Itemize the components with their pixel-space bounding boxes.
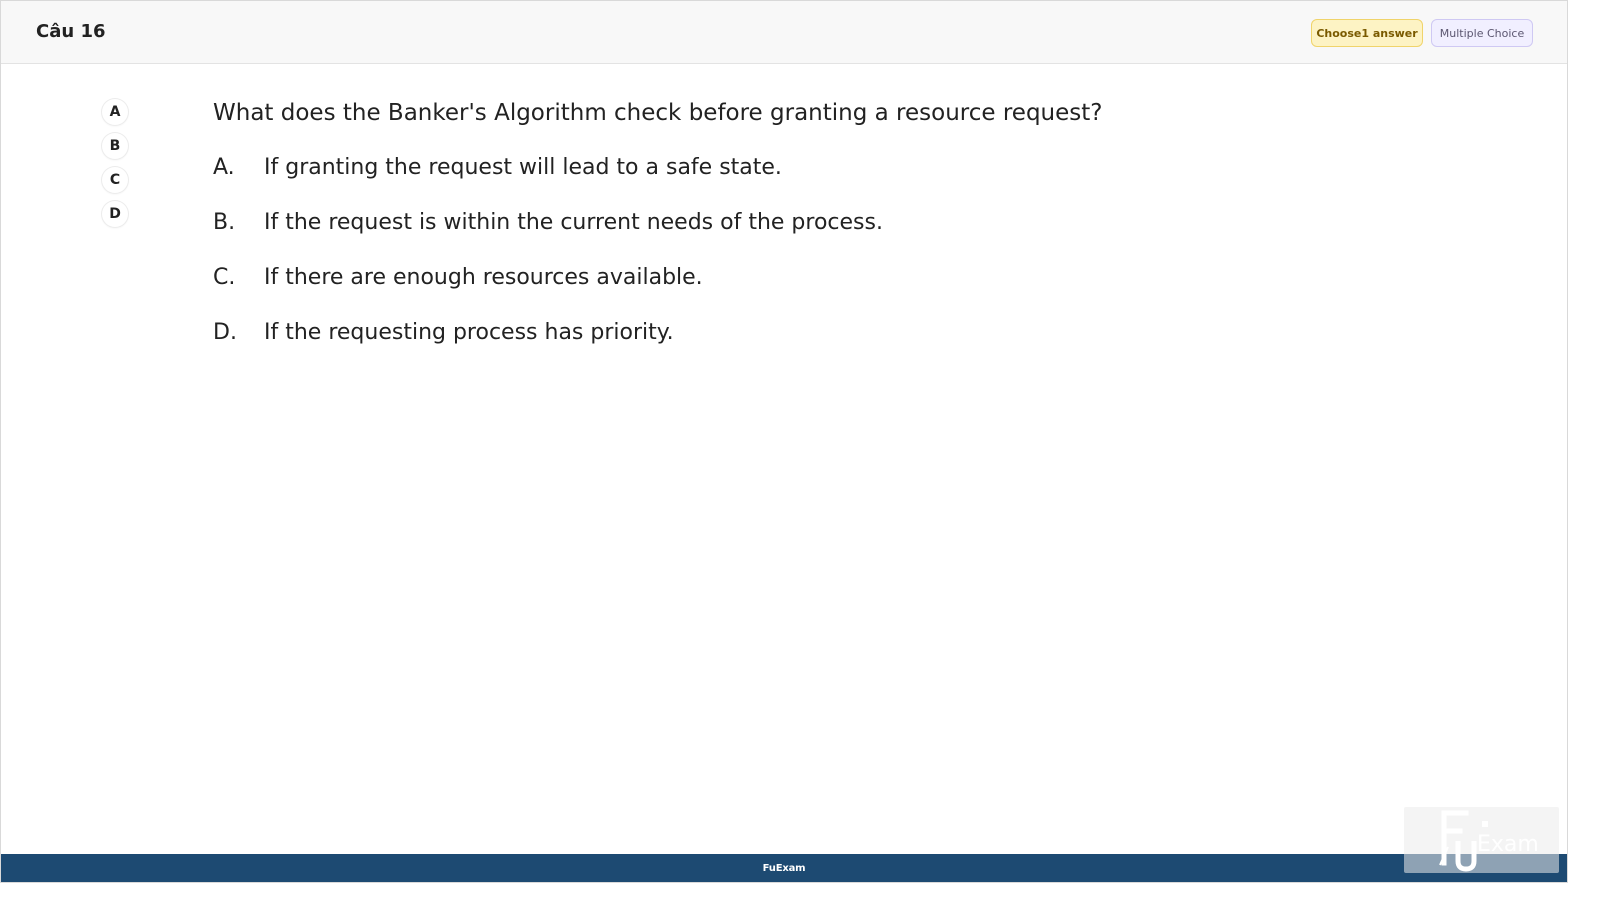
answer-option-b[interactable] [213,210,883,265]
question-type-badge: Multiple Choice [1431,19,1533,47]
answer-text: If the requesting process has priority. [264,320,674,345]
quick-option-d-button[interactable]: D [102,201,128,227]
quick-option-a-button[interactable]: A [102,99,128,125]
answer-letter: C. [213,265,236,290]
answer-letter: A. [213,155,235,180]
answer-text: If granting the request will lead to a safe state. [264,155,782,180]
answer-letter: B. [213,210,236,235]
footer-bar [1,854,1567,882]
choose-answer-badge: Choose1 answer [1311,19,1423,47]
fuexam-logo-watermark [1404,807,1559,873]
answer-option-c[interactable] [213,265,883,320]
answer-option-a[interactable] [213,155,883,210]
question-number-title: Câu 16 [36,21,106,42]
quick-answer-options [102,99,128,235]
quick-option-c-button[interactable]: C [102,167,128,193]
answer-text: If there are enough resources available. [264,265,703,290]
answer-letter: D. [213,320,237,345]
watermark-logo-text: Exam [1477,832,1539,857]
answer-option-d[interactable] [213,320,883,375]
answer-list [213,155,883,375]
answer-text: If the request is within the current needs of the process. [264,210,883,235]
quick-option-b-button[interactable]: B [102,133,128,159]
question-text: What does the Banker's Algorithm check before granting a resource request? [213,100,1103,126]
fuexam-logo-icon [1404,807,1559,873]
footer-brand: FuExam [762,862,806,874]
question-header [1,1,1567,64]
